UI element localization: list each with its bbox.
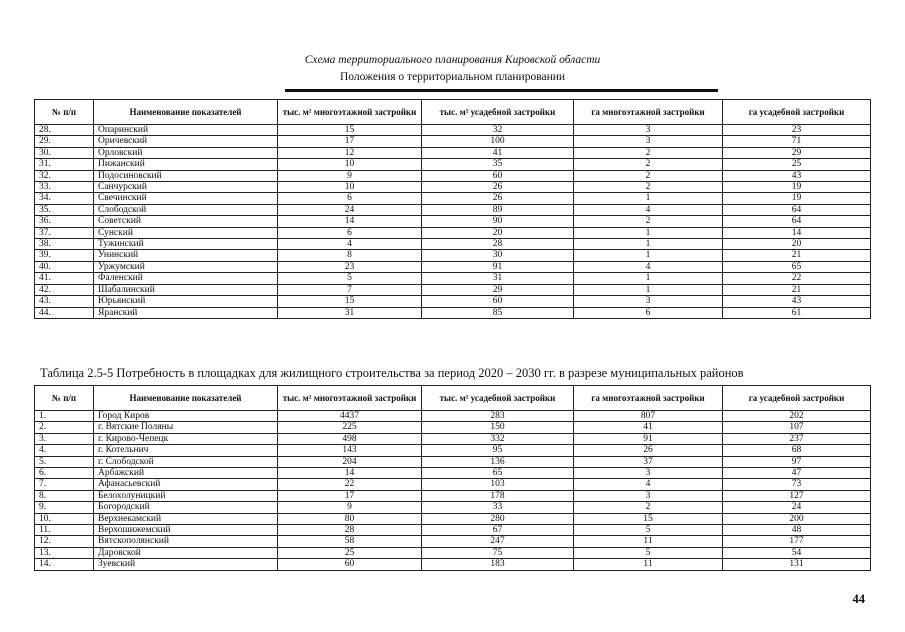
estate-area-value: 20 — [422, 227, 574, 238]
district-name: Афанасьевский — [94, 479, 278, 490]
multistorey-area-value: 14 — [278, 468, 422, 479]
estate-ha-value: 25 — [723, 159, 871, 170]
table-row — [35, 468, 871, 479]
row-number: 11. — [35, 525, 94, 536]
col-header-estate-ha: га усадебной застройки — [723, 100, 871, 125]
district-name: Оричевский — [94, 136, 278, 147]
table-row — [35, 422, 871, 433]
estate-ha-value: 19 — [723, 182, 871, 193]
row-number: 1. — [35, 411, 94, 422]
district-name: Богородский — [94, 502, 278, 513]
col-header-estate-ha: га усадебной застройки — [723, 386, 871, 411]
estate-area-value: 95 — [422, 445, 574, 456]
district-name: Белохолуницкий — [94, 490, 278, 501]
col-header-number: № п/п — [35, 386, 94, 411]
estate-area-value: 30 — [422, 250, 574, 261]
multistorey-area-value: 498 — [278, 433, 422, 444]
district-name: Даровской — [94, 547, 278, 558]
multistorey-area-value: 24 — [278, 204, 422, 215]
estate-ha-value: 64 — [723, 204, 871, 215]
multistorey-area-value: 15 — [278, 296, 422, 307]
table-row — [35, 261, 871, 272]
estate-ha-value: 177 — [723, 536, 871, 547]
row-number: 36. — [35, 216, 94, 227]
estate-area-value: 31 — [422, 273, 574, 284]
row-number: 7. — [35, 479, 94, 490]
table-row — [35, 525, 871, 536]
page-number: 44 — [852, 592, 865, 606]
col-header-multistorey-area: тыс. м² многоэтажной застройки — [278, 100, 422, 125]
estate-area-value: 26 — [422, 193, 574, 204]
table-row — [35, 284, 871, 295]
estate-area-value: 103 — [422, 479, 574, 490]
multistorey-ha-value: 5 — [574, 547, 723, 558]
multistorey-area-value: 10 — [278, 159, 422, 170]
district-name: Шабалинский — [94, 284, 278, 295]
row-number: 32. — [35, 170, 94, 181]
multistorey-area-value: 9 — [278, 502, 422, 513]
row-number: 38. — [35, 239, 94, 250]
district-name: Советский — [94, 216, 278, 227]
table-bottom — [34, 385, 871, 571]
multistorey-area-value: 31 — [278, 307, 422, 318]
row-number: 33. — [35, 182, 94, 193]
multistorey-area-value: 12 — [278, 147, 422, 158]
table-row — [35, 136, 871, 147]
table-row — [35, 193, 871, 204]
estate-area-value: 178 — [422, 490, 574, 501]
multistorey-area-value: 6 — [278, 193, 422, 204]
row-number: 14. — [35, 559, 94, 570]
table-row — [35, 547, 871, 558]
col-header-estate-area: тыс. м² усадебной застройки — [422, 386, 574, 411]
multistorey-ha-value: 2 — [574, 159, 723, 170]
table-row — [35, 170, 871, 181]
row-number: 9. — [35, 502, 94, 513]
multistorey-area-value: 10 — [278, 182, 422, 193]
multistorey-ha-value: 1 — [574, 239, 723, 250]
multistorey-ha-value: 807 — [574, 411, 723, 422]
estate-ha-value: 19 — [723, 193, 871, 204]
multistorey-area-value: 204 — [278, 456, 422, 467]
district-name: Унинский — [94, 250, 278, 261]
estate-area-value: 32 — [422, 125, 574, 136]
estate-area-value: 41 — [422, 147, 574, 158]
estate-area-value: 65 — [422, 468, 574, 479]
estate-area-value: 332 — [422, 433, 574, 444]
row-number: 29. — [35, 136, 94, 147]
row-number: 10. — [35, 513, 94, 524]
estate-area-value: 100 — [422, 136, 574, 147]
multistorey-ha-value: 2 — [574, 502, 723, 513]
district-name: Тужинский — [94, 239, 278, 250]
district-name: г. Вятские Поляны — [94, 422, 278, 433]
table-row — [35, 559, 871, 570]
estate-area-value: 28 — [422, 239, 574, 250]
multistorey-ha-value: 1 — [574, 227, 723, 238]
table-row — [35, 502, 871, 513]
estate-ha-value: 73 — [723, 479, 871, 490]
estate-area-value: 90 — [422, 216, 574, 227]
row-number: 12. — [35, 536, 94, 547]
row-number: 44. — [35, 307, 94, 318]
district-name: Зуевский — [94, 559, 278, 570]
multistorey-ha-value: 4 — [574, 204, 723, 215]
table-caption: Таблица 2.5-5 Потребность в площадках для жилищного строительства за период 2020 – 2030 гг. в разрезе муниципальных районов — [40, 366, 744, 380]
district-name: Вятскополянский — [94, 536, 278, 547]
estate-area-value: 247 — [422, 536, 574, 547]
row-number: 3. — [35, 433, 94, 444]
table-row — [35, 239, 871, 250]
estate-area-value: 150 — [422, 422, 574, 433]
table-row — [35, 159, 871, 170]
table-row — [35, 479, 871, 490]
district-name: Сунский — [94, 227, 278, 238]
multistorey-ha-value: 37 — [574, 456, 723, 467]
multistorey-area-value: 225 — [278, 422, 422, 433]
table-row — [35, 307, 871, 318]
multistorey-area-value: 58 — [278, 536, 422, 547]
table-header-row — [35, 386, 871, 411]
district-name: Пижанский — [94, 159, 278, 170]
estate-area-value: 283 — [422, 411, 574, 422]
estate-ha-value: 131 — [723, 559, 871, 570]
table-row — [35, 433, 871, 444]
estate-ha-value: 22 — [723, 273, 871, 284]
district-name: Верхнекамский — [94, 513, 278, 524]
table-row — [35, 536, 871, 547]
estate-ha-value: 200 — [723, 513, 871, 524]
col-header-name: Наименование показателей — [94, 386, 278, 411]
multistorey-area-value: 14 — [278, 216, 422, 227]
estate-ha-value: 23 — [723, 125, 871, 136]
multistorey-area-value: 25 — [278, 547, 422, 558]
multistorey-area-value: 28 — [278, 525, 422, 536]
estate-ha-value: 68 — [723, 445, 871, 456]
multistorey-ha-value: 11 — [574, 559, 723, 570]
multistorey-ha-value: 2 — [574, 216, 723, 227]
row-number: 43. — [35, 296, 94, 307]
document-subtitle: Положения о территориальном планировании — [339, 71, 566, 83]
estate-ha-value: 54 — [723, 547, 871, 558]
district-name: Орловский — [94, 147, 278, 158]
table-row — [35, 182, 871, 193]
multistorey-area-value: 5 — [278, 273, 422, 284]
multistorey-ha-value: 1 — [574, 193, 723, 204]
multistorey-area-value: 80 — [278, 513, 422, 524]
estate-area-value: 136 — [422, 456, 574, 467]
estate-area-value: 85 — [422, 307, 574, 318]
multistorey-ha-value: 2 — [574, 147, 723, 158]
col-header-number: № п/п — [35, 100, 94, 125]
multistorey-ha-value: 1 — [574, 273, 723, 284]
district-name: Слободской — [94, 204, 278, 215]
table-row — [35, 216, 871, 227]
row-number: 30. — [35, 147, 94, 158]
multistorey-area-value: 22 — [278, 479, 422, 490]
estate-ha-value: 64 — [723, 216, 871, 227]
table-row — [35, 227, 871, 238]
estate-area-value: 183 — [422, 559, 574, 570]
estate-ha-value: 97 — [723, 456, 871, 467]
estate-ha-value: 237 — [723, 433, 871, 444]
row-number: 34. — [35, 193, 94, 204]
table-row — [35, 490, 871, 501]
multistorey-ha-value: 3 — [574, 136, 723, 147]
multistorey-area-value: 4437 — [278, 411, 422, 422]
multistorey-ha-value: 3 — [574, 296, 723, 307]
multistorey-ha-value: 41 — [574, 422, 723, 433]
table-row — [35, 296, 871, 307]
estate-ha-value: 24 — [723, 502, 871, 513]
multistorey-ha-value: 11 — [574, 536, 723, 547]
estate-ha-value: 29 — [723, 147, 871, 158]
multistorey-area-value: 8 — [278, 250, 422, 261]
multistorey-area-value: 15 — [278, 125, 422, 136]
district-name: Верхошижемский — [94, 525, 278, 536]
district-name: Опаринский — [94, 125, 278, 136]
estate-ha-value: 14 — [723, 227, 871, 238]
table-top — [34, 99, 871, 319]
row-number: 28. — [35, 125, 94, 136]
estate-ha-value: 43 — [723, 296, 871, 307]
table-row — [35, 411, 871, 422]
multistorey-area-value: 143 — [278, 445, 422, 456]
estate-area-value: 89 — [422, 204, 574, 215]
multistorey-area-value: 7 — [278, 284, 422, 295]
col-header-estate-area: тыс. м² усадебной застройки — [422, 100, 574, 125]
table-row — [35, 445, 871, 456]
table-row — [35, 125, 871, 136]
multistorey-ha-value: 4 — [574, 479, 723, 490]
multistorey-ha-value: 5 — [574, 525, 723, 536]
col-header-multistorey-ha: га многоэтажной застройки — [574, 100, 723, 125]
header-divider — [285, 89, 718, 92]
row-number: 40. — [35, 261, 94, 272]
estate-area-value: 67 — [422, 525, 574, 536]
estate-ha-value: 21 — [723, 284, 871, 295]
row-number: 8. — [35, 490, 94, 501]
table-row — [35, 204, 871, 215]
col-header-multistorey-ha: га многоэтажной застройки — [574, 386, 723, 411]
row-number: 5. — [35, 456, 94, 467]
district-name: Арбажский — [94, 468, 278, 479]
table-row — [35, 250, 871, 261]
col-header-name: Наименование показателей — [94, 100, 278, 125]
table-header-row — [35, 100, 871, 125]
estate-ha-value: 20 — [723, 239, 871, 250]
multistorey-ha-value: 2 — [574, 170, 723, 181]
estate-area-value: 26 — [422, 182, 574, 193]
row-number: 42. — [35, 284, 94, 295]
estate-ha-value: 48 — [723, 525, 871, 536]
multistorey-area-value: 9 — [278, 170, 422, 181]
row-number: 39. — [35, 250, 94, 261]
multistorey-area-value: 17 — [278, 490, 422, 501]
row-number: 6. — [35, 468, 94, 479]
district-name: Уржумский — [94, 261, 278, 272]
estate-ha-value: 47 — [723, 468, 871, 479]
multistorey-ha-value: 3 — [574, 490, 723, 501]
row-number: 35. — [35, 204, 94, 215]
table-row — [35, 456, 871, 467]
multistorey-ha-value: 2 — [574, 182, 723, 193]
estate-ha-value: 43 — [723, 170, 871, 181]
estate-ha-value: 21 — [723, 250, 871, 261]
district-name: г. Кирово-Чепецк — [94, 433, 278, 444]
multistorey-ha-value: 15 — [574, 513, 723, 524]
estate-ha-value: 61 — [723, 307, 871, 318]
table-row — [35, 513, 871, 524]
multistorey-area-value: 4 — [278, 239, 422, 250]
multistorey-area-value: 6 — [278, 227, 422, 238]
row-number: 2. — [35, 422, 94, 433]
multistorey-area-value: 60 — [278, 559, 422, 570]
multistorey-ha-value: 26 — [574, 445, 723, 456]
table-row — [35, 273, 871, 284]
district-name: г. Котельнич — [94, 445, 278, 456]
multistorey-area-value: 23 — [278, 261, 422, 272]
estate-area-value: 280 — [422, 513, 574, 524]
estate-area-value: 29 — [422, 284, 574, 295]
estate-ha-value: 202 — [723, 411, 871, 422]
multistorey-area-value: 17 — [278, 136, 422, 147]
multistorey-ha-value: 3 — [574, 468, 723, 479]
estate-ha-value: 71 — [723, 136, 871, 147]
district-name: г. Слободской — [94, 456, 278, 467]
estate-ha-value: 127 — [723, 490, 871, 501]
multistorey-ha-value: 1 — [574, 284, 723, 295]
district-name: Юрьянский — [94, 296, 278, 307]
district-name: Фаленский — [94, 273, 278, 284]
multistorey-ha-value: 1 — [574, 250, 723, 261]
document-title: Схема территориального планирования Кировской области — [304, 54, 601, 66]
district-name: Свечинский — [94, 193, 278, 204]
row-number: 31. — [35, 159, 94, 170]
row-number: 13. — [35, 547, 94, 558]
estate-area-value: 60 — [422, 170, 574, 181]
estate-ha-value: 107 — [723, 422, 871, 433]
district-name: Подосиновский — [94, 170, 278, 181]
estate-area-value: 33 — [422, 502, 574, 513]
estate-area-value: 60 — [422, 296, 574, 307]
row-number: 41. — [35, 273, 94, 284]
multistorey-ha-value: 6 — [574, 307, 723, 318]
estate-area-value: 35 — [422, 159, 574, 170]
district-name: Яранский — [94, 307, 278, 318]
multistorey-ha-value: 4 — [574, 261, 723, 272]
district-name: Санчурский — [94, 182, 278, 193]
district-name: Город Киров — [94, 411, 278, 422]
estate-ha-value: 65 — [723, 261, 871, 272]
estate-area-value: 91 — [422, 261, 574, 272]
row-number: 37. — [35, 227, 94, 238]
multistorey-ha-value: 3 — [574, 125, 723, 136]
multistorey-ha-value: 91 — [574, 433, 723, 444]
col-header-multistorey-area: тыс. м² многоэтажной застройки — [278, 386, 422, 411]
estate-area-value: 75 — [422, 547, 574, 558]
row-number: 4. — [35, 445, 94, 456]
table-row — [35, 147, 871, 158]
